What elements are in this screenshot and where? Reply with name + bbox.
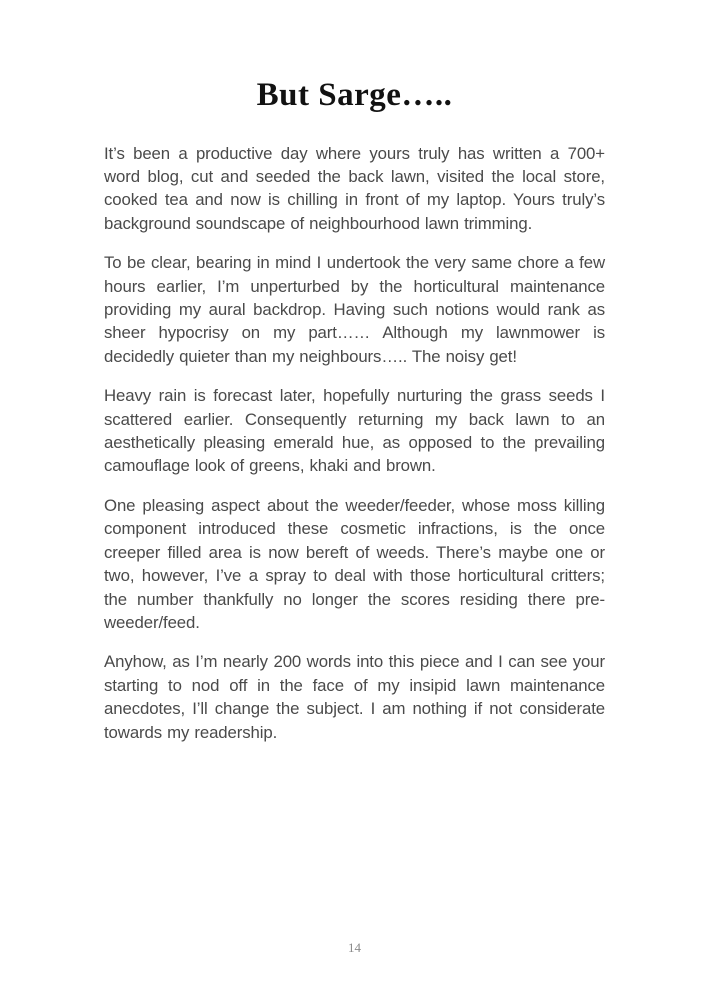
page-number: 14 [348, 940, 361, 955]
paragraph: Heavy rain is forecast later, hopefully nurturing the grass seeds I scattered earlier. Consequently returning my back lawn to an aesthetically pleasing emerald hue, as opposed to the prevailing camouflage look of greens, khaki and brown. [104, 386, 605, 476]
page-title: But Sarge….. [256, 77, 453, 113]
document-body [104, 142, 605, 744]
paragraph: It’s been a productive day where yours truly has written a 700+ word blog, cut and seeded the back lawn, visited the local store, cooked tea and now is chilling in front of my laptop. Yours truly’s background soundscape of neighbourhood lawn trimming. [104, 143, 605, 233]
paragraph: Anyhow, as I’m nearly 200 words into this piece and I can see your starting to nod off in the face of my insipid lawn maintenance anecdotes, I’ll change the subject. I am nothing if not considerate towards my readership. [104, 652, 605, 742]
paragraph: One pleasing aspect about the weeder/feeder, whose moss killing component introduced these cosmetic infractions, is the once creeper filled area is now bereft of weeds. There’s maybe one or two, however, I’ve a spray to deal with those horticultural critters; the number thankfully no longer the scores residing there pre-weeder/feed. [104, 495, 605, 632]
paragraph: To be clear, bearing in mind I undertook the very same chore a few hours earlier, I’m unperturbed by the horticultural maintenance providing my aural backdrop. Having such notions would rank as sheer hypocrisy on my part…… Although my lawnmower is decidedly quieter than my neighbours….. The noisy get! [104, 253, 605, 366]
